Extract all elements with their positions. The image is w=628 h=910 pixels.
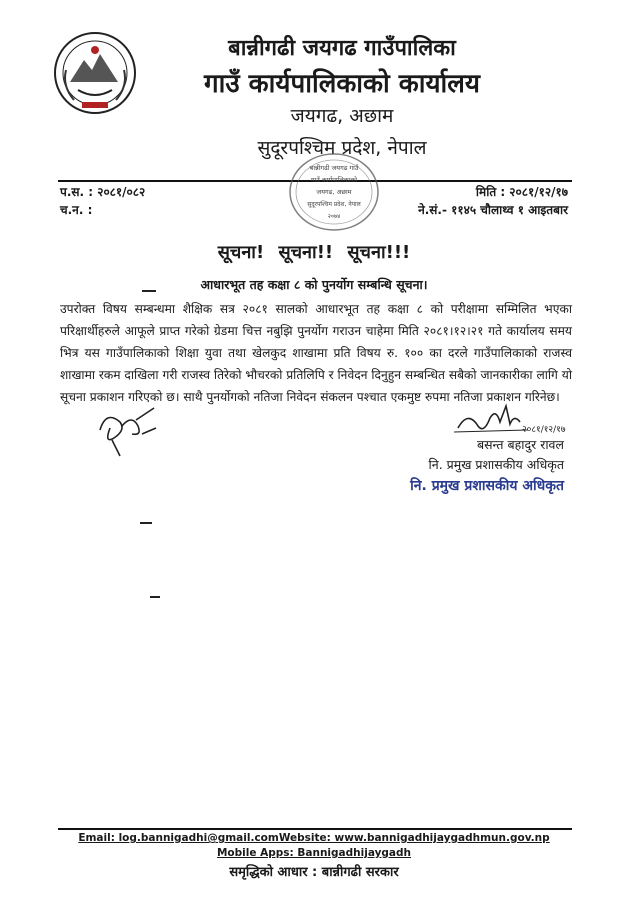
officer-signature-icon — [448, 400, 578, 440]
office-name: गाउँ कार्यपालिकाको कार्यालय — [204, 69, 480, 99]
office-location: जयगढ, अछाम — [290, 105, 394, 127]
signer-name: बसन्त बहादुर रावल — [476, 437, 564, 452]
footer-contact: Email: log.bannigadhi@gmail.comWebsite: www.bannigadhijaygadhmun.gov.np — [78, 832, 550, 844]
stray-mark — [150, 596, 160, 598]
nepal-sambat-date: ने.सं.- ११४५ चौलाथ्व १ आइतबार — [418, 203, 568, 217]
notice-heading: सूचना! सूचना!! सूचना!!! — [217, 242, 411, 263]
stray-mark — [142, 290, 156, 292]
notice-body: उपरोक्त विषय सम्बन्धमा शैक्षिक सत्र २०८१ सालको आधारभूत तह कक्षा ८ को परीक्षामा सम्मिलित भएका परिक्षार्थीहरुले आफूले प्राप्त गरेको ग्रेडमा चित्त नबुझि पुनर्योग गराउन चाहेमा मिति २०८१।१२।२१ गते कार्यालय समय भित्र यस गाउँपालिकाको शिक्षा युवा तथा खेलकुद शाखामा प्रति विषय रु. १०० का दरले गाउँपालिकाको राजस्व शाखामा रकम दाखिला गरी राजस्व तिरेको भौचरको प्रतिलिपि र निवेदन दिनुहुन सम्बन्धित सबैको जानकारीका लागि यो सूचना प्रकाशन गरिएको छ। साथै पुनर्योगको नतिजा निवेदन संकलन पश्चात एकमुष्ट रुपमा नतिजा प्रकाशन गरिनेछ। — [60, 302, 572, 404]
notice-subject: आधारभूत तह कक्षा ८ को पुनर्योग सम्बन्धि सूचना। — [200, 277, 428, 292]
org-name: बान्नीगढी जयगढ गाउँपालिका — [228, 36, 456, 61]
stamp-line-2: गाउँ कार्यपालिकाको — [310, 176, 358, 184]
footer-divider — [58, 828, 572, 830]
signer-seal-title: नि. प्रमुख प्रशासकीय अधिकृत — [410, 478, 564, 494]
initials-signature-icon — [92, 400, 162, 460]
signer-title: नि. प्रमुख प्रशासकीय अधिकृत — [428, 457, 564, 472]
office-province: सुदूरपश्चिम प्रदेश, नेपाल — [257, 137, 427, 159]
stamp-line-1: बान्नीगढी जयगढ गाउँ — [309, 164, 359, 172]
signature-date: २०८१/१२/१७ — [522, 425, 566, 435]
reference-number: प.स. : २०८१/०८२ — [60, 185, 146, 199]
letter-date: मिति : २०८१/१२/१७ — [475, 185, 568, 199]
stray-mark — [140, 522, 152, 524]
stamp-line-4: सुदूरपश्चिम प्रदेश, नेपाल — [307, 201, 361, 208]
dispatch-number: च.न. : — [60, 203, 93, 217]
stamp-line-5: २०७४ — [327, 213, 341, 220]
office-stamp-icon — [286, 150, 382, 234]
stamp-line-3: जयगढ, अछाम — [316, 188, 352, 196]
footer-slogan: समृद्धिको आधार : बान्नीगढी सरकार — [229, 865, 399, 880]
footer-mobile-apps: Mobile Apps: Bannigadhijaygadh — [216, 847, 412, 859]
